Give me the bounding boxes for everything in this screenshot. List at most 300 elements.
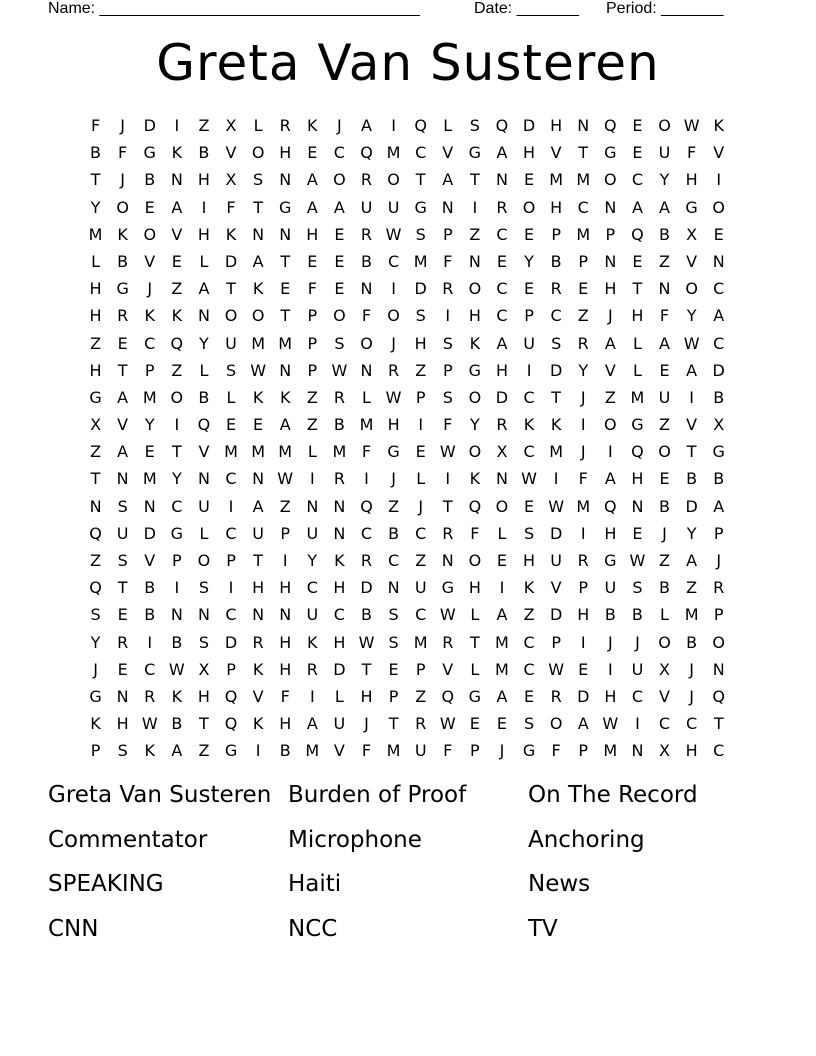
grid-cell: E xyxy=(496,714,507,734)
grid-cell: O xyxy=(360,333,373,353)
grid-cell: M xyxy=(549,170,564,190)
grid-cell: V xyxy=(659,686,670,706)
grid-cell: O xyxy=(468,279,482,299)
grid-cell: Y xyxy=(578,360,589,380)
grid-cell: Z xyxy=(415,686,427,706)
grid-cell: R xyxy=(252,632,264,652)
grid-cell: C xyxy=(415,605,427,625)
grid-cell: B xyxy=(631,605,643,625)
grid-cell: N xyxy=(495,170,508,190)
grid-cell: H xyxy=(89,279,102,299)
grid-cell: K xyxy=(117,224,128,244)
grid-cell: B xyxy=(360,605,372,625)
grid-cell: E xyxy=(523,224,535,244)
word-list-item: Burden of Proof xyxy=(288,782,467,808)
grid-cell: K xyxy=(171,686,183,706)
grid-cell: B xyxy=(388,523,400,543)
grid-cell: T xyxy=(90,469,101,489)
grid-cell: P xyxy=(713,605,724,625)
grid-cell: A xyxy=(604,469,616,489)
grid-cell: P xyxy=(605,224,616,244)
grid-cell: C xyxy=(225,469,237,489)
grid-cell: N xyxy=(468,251,481,271)
grid-cell: I xyxy=(526,360,532,380)
grid-cell: A xyxy=(496,143,508,163)
grid-cell: F xyxy=(361,741,372,761)
grid-cell: A xyxy=(496,333,508,353)
grid-cell: B xyxy=(198,143,210,163)
grid-cell: P xyxy=(524,306,534,326)
grid-row xyxy=(82,601,734,628)
grid-cell: G xyxy=(224,741,238,761)
grid-cell: Y xyxy=(199,333,209,353)
grid-cell: N xyxy=(252,224,265,244)
grid-cell: S xyxy=(523,523,535,543)
grid-cell: W xyxy=(548,496,565,516)
grid-cell: W xyxy=(683,333,700,353)
grid-cell: X xyxy=(198,659,210,679)
grid-row xyxy=(82,629,734,656)
grid-cell: H xyxy=(333,632,346,652)
grid-cell: R xyxy=(117,632,129,652)
grid-cell: E xyxy=(632,523,643,543)
grid-cell: P xyxy=(90,741,101,761)
grid-cell: D xyxy=(360,578,373,598)
grid-cell: T xyxy=(686,442,697,462)
name-field: Name: ____________________________________ xyxy=(48,0,420,17)
grid-cell: M xyxy=(603,741,618,761)
grid-cell: V xyxy=(442,143,454,163)
grid-cell: H xyxy=(495,360,508,380)
grid-cell: E xyxy=(307,251,318,271)
grid-cell: I xyxy=(580,415,586,435)
grid-cell: S xyxy=(198,632,209,652)
grid-cell: G xyxy=(468,143,482,163)
grid-cell: P xyxy=(470,741,480,761)
grid-cell: Z xyxy=(279,496,291,516)
grid-cell: O xyxy=(116,197,129,217)
grid-cell: S xyxy=(117,741,128,761)
grid-cell: S xyxy=(415,306,426,326)
grid-cell: V xyxy=(333,741,345,761)
grid-cell: I xyxy=(445,469,451,489)
grid-cell: O xyxy=(251,143,265,163)
grid-cell: K xyxy=(334,551,345,570)
grid-cell: L xyxy=(199,360,209,380)
grid-cell: O xyxy=(251,306,265,326)
grid-cell: S xyxy=(415,224,426,244)
grid-cell: J xyxy=(580,442,586,462)
grid-cell: Z xyxy=(171,279,183,299)
grid-cell: N xyxy=(306,496,319,516)
grid-cell: S xyxy=(90,605,101,625)
grid-cell: N xyxy=(604,251,617,271)
grid-cell: N xyxy=(116,686,129,706)
grid-cell: B xyxy=(333,415,345,435)
grid-cell: L xyxy=(497,523,507,543)
grid-cell: N xyxy=(441,197,454,217)
grid-cell: P xyxy=(442,224,453,244)
grid-cell: I xyxy=(580,632,586,652)
grid-cell: Y xyxy=(307,551,318,570)
grid-cell: Z xyxy=(659,551,670,570)
grid-cell: K xyxy=(252,659,264,679)
grid-cell: T xyxy=(442,496,453,516)
grid-cell: A xyxy=(659,197,670,217)
grid-cell: Z xyxy=(469,224,481,244)
grid-cell: I xyxy=(228,496,234,516)
grid-cell: P xyxy=(713,523,724,543)
word-list-item: Microphone xyxy=(288,826,422,853)
grid-cell: E xyxy=(659,360,670,380)
grid-cell: W xyxy=(385,387,402,407)
grid-cell: C xyxy=(333,143,345,163)
grid-cell: H xyxy=(631,306,644,326)
grid-cell: M xyxy=(332,442,347,462)
grid-cell: P xyxy=(415,387,426,407)
grid-cell: V xyxy=(604,360,616,380)
grid-cell: M xyxy=(251,333,266,353)
grid-cell: N xyxy=(116,469,129,489)
grid-cell: G xyxy=(522,741,536,761)
grid-cell: Z xyxy=(90,333,102,353)
grid-cell: E xyxy=(632,251,643,271)
grid-cell: F xyxy=(90,116,101,135)
grid-cell: G xyxy=(468,360,482,380)
grid-cell: H xyxy=(604,279,617,299)
grid-cell: F xyxy=(118,143,128,163)
grid-cell: Q xyxy=(441,686,455,706)
grid-cell: L xyxy=(443,116,453,135)
grid-cell: J xyxy=(337,116,342,135)
grid-cell: O xyxy=(604,170,617,190)
grid-cell: A xyxy=(252,496,264,516)
grid-cell: C xyxy=(523,387,535,407)
grid-row xyxy=(82,656,734,683)
grid-cell: N xyxy=(604,197,617,217)
grid-cell: K xyxy=(523,578,535,598)
grid-cell: U xyxy=(414,741,427,761)
grid-cell: L xyxy=(253,116,263,135)
grid-cell: T xyxy=(226,279,236,299)
grid-cell: X xyxy=(225,116,237,135)
grid-cell: S xyxy=(198,578,209,598)
page-title: Greta Van Susteren xyxy=(156,34,660,92)
grid-cell: H xyxy=(577,605,590,625)
grid-cell: E xyxy=(632,143,643,163)
grid-cell: N xyxy=(197,306,210,326)
grid-cell: H xyxy=(197,686,210,706)
grid-cell: N xyxy=(279,170,292,190)
grid-cell: U xyxy=(333,714,346,734)
grid-cell: P xyxy=(551,224,561,244)
grid-cell: Z xyxy=(306,387,318,407)
grid-cell: Z xyxy=(306,415,318,435)
grid-row xyxy=(82,112,734,139)
grid-cell: M xyxy=(142,387,157,407)
grid-cell: A xyxy=(577,714,589,734)
grid-cell: H xyxy=(468,306,481,326)
grid-cell: D xyxy=(224,251,238,271)
grid-cell: C xyxy=(577,197,589,217)
word-list-item: Haiti xyxy=(288,871,342,897)
grid-cell: V xyxy=(144,551,156,570)
grid-cell: N xyxy=(712,251,725,271)
grid-cell: B xyxy=(144,170,156,190)
grid-cell: O xyxy=(387,306,400,326)
grid-cell: Y xyxy=(90,197,101,217)
grid-cell: I xyxy=(201,197,207,217)
grid-cell: L xyxy=(660,605,669,625)
grid-cell: H xyxy=(631,469,644,489)
grid-cell: H xyxy=(279,659,292,679)
grid-cell: E xyxy=(496,551,507,570)
grid-cell: N xyxy=(89,496,102,516)
grid-cell: N xyxy=(360,279,373,299)
grid-cell: G xyxy=(441,578,454,598)
grid-cell: Q xyxy=(468,496,482,516)
grid-row xyxy=(82,683,734,710)
grid-cell: E xyxy=(307,143,318,163)
grid-cell: X xyxy=(225,170,237,190)
grid-cell: I xyxy=(689,387,694,407)
grid-cell: S xyxy=(117,496,128,516)
grid-cell: A xyxy=(361,116,372,135)
grid-cell: H xyxy=(89,360,102,380)
grid-row xyxy=(82,438,734,465)
grid-cell: M xyxy=(224,442,238,462)
grid-cell: M xyxy=(549,442,564,462)
grid-cell: W xyxy=(439,442,456,462)
grid-cell: B xyxy=(360,251,372,271)
grid-cell: P xyxy=(578,741,589,761)
grid-cell: F xyxy=(443,415,453,435)
grid-cell: X xyxy=(686,224,698,244)
grid-cell: I xyxy=(147,632,153,652)
grid-cell: N xyxy=(658,279,671,299)
grid-cell: I xyxy=(391,279,396,299)
grid-cell: I xyxy=(445,306,451,326)
grid-cell: A xyxy=(306,170,318,190)
grid-cell: V xyxy=(171,224,183,244)
grid-cell: P xyxy=(388,686,399,706)
grid-cell: I xyxy=(174,116,180,135)
grid-cell: J xyxy=(689,686,694,706)
grid-cell: H xyxy=(333,578,346,598)
grid-cell: N xyxy=(170,170,183,190)
grid-cell: M xyxy=(278,442,293,462)
grid-cell: E xyxy=(171,251,182,271)
grid-cell: H xyxy=(306,224,319,244)
grid-cell: B xyxy=(659,578,670,598)
grid-cell: Y xyxy=(469,415,480,435)
word-list-item: SPEAKING xyxy=(48,871,164,897)
grid-cell: B xyxy=(144,605,156,625)
grid-cell: J xyxy=(364,714,369,734)
grid-cell: I xyxy=(174,578,180,598)
grid-cell: B xyxy=(550,251,562,271)
grid-cell: A xyxy=(171,741,183,761)
grid-cell: E xyxy=(117,659,128,679)
grid-cell: C xyxy=(550,306,562,326)
grid-cell: C xyxy=(225,605,237,625)
word-list-item: Anchoring xyxy=(528,826,645,853)
grid-cell: A xyxy=(198,279,210,299)
grid-cell: T xyxy=(171,442,182,462)
grid-cell: T xyxy=(90,170,101,190)
grid-cell: L xyxy=(416,469,426,489)
grid-cell: R xyxy=(144,686,156,706)
grid-cell: T xyxy=(469,632,480,652)
grid-cell: W xyxy=(548,659,565,679)
grid-cell: O xyxy=(468,387,482,407)
grid-cell: C xyxy=(333,605,345,625)
grid-cell: M xyxy=(305,741,320,761)
grid-cell: R xyxy=(577,551,589,570)
grid-cell: R xyxy=(360,170,373,190)
grid-cell: F xyxy=(551,741,561,761)
grid-cell: W xyxy=(439,605,456,625)
grid-cell: H xyxy=(685,741,698,761)
grid-cell: N xyxy=(577,116,590,135)
grid-cell: I xyxy=(716,170,722,190)
grid-cell: P xyxy=(442,360,453,380)
grid-cell: R xyxy=(442,523,454,543)
grid-cell: G xyxy=(604,551,617,570)
grid-cell: T xyxy=(117,360,128,380)
grid-cell: C xyxy=(496,224,508,244)
grid-cell: C xyxy=(523,442,535,462)
grid-cell: G xyxy=(89,387,102,407)
grid-cell: L xyxy=(334,686,344,706)
grid-cell: F xyxy=(659,306,670,326)
grid-cell: D xyxy=(495,387,509,407)
grid-cell: N xyxy=(360,360,373,380)
grid-cell: E xyxy=(225,415,237,435)
grid-cell: W xyxy=(602,714,619,734)
grid-cell: M xyxy=(278,333,293,353)
grid-cell: T xyxy=(469,170,480,190)
grid-cell: E xyxy=(523,686,535,706)
grid-cell: N xyxy=(170,605,183,625)
grid-cell: J xyxy=(716,551,722,570)
grid-cell: B xyxy=(604,605,616,625)
grid-cell: K xyxy=(307,632,318,652)
grid-cell: P xyxy=(144,360,155,380)
grid-cell: D xyxy=(143,523,156,543)
grid-cell: P xyxy=(551,632,561,652)
grid-cell: M xyxy=(495,659,509,679)
grid-cell: S xyxy=(334,333,345,353)
grid-cell: E xyxy=(578,659,589,679)
grid-cell: C xyxy=(658,714,671,734)
grid-cell: Q xyxy=(712,686,725,706)
grid-cell: X xyxy=(496,442,508,462)
grid-cell: N xyxy=(279,224,292,244)
grid-cell: O xyxy=(224,306,238,326)
grid-cell: C xyxy=(225,523,237,543)
grid-cell: A xyxy=(252,251,264,271)
grid-cell: W xyxy=(521,469,537,489)
grid-cell: C xyxy=(496,279,508,299)
grid-cell: V xyxy=(117,415,129,435)
grid-cell: R xyxy=(306,659,318,679)
grid-cell: C xyxy=(306,578,318,598)
grid-cell: B xyxy=(117,251,129,271)
grid-cell: A xyxy=(686,551,698,570)
grid-cell: Z xyxy=(415,551,427,570)
grid-cell: V xyxy=(550,143,562,163)
grid-cell: G xyxy=(116,279,129,299)
grid-cell: D xyxy=(549,523,563,543)
grid-cell: Y xyxy=(524,251,534,271)
grid-row xyxy=(82,547,734,574)
grid-cell: I xyxy=(553,469,559,489)
grid-cell: T xyxy=(551,387,562,407)
grid-cell: F xyxy=(361,306,372,326)
grid-cell: U xyxy=(604,578,617,598)
grid-cell: D xyxy=(143,116,156,135)
grid-cell: K xyxy=(279,387,291,407)
grid-cell: D xyxy=(577,686,590,706)
grid-cell: P xyxy=(307,360,318,380)
grid-cell: R xyxy=(550,279,562,299)
grid-row xyxy=(82,221,734,248)
grid-cell: J xyxy=(635,632,640,652)
grid-row xyxy=(82,520,734,547)
grid-cell: Z xyxy=(659,415,670,435)
grid-cell: O xyxy=(143,224,157,244)
grid-cell: M xyxy=(576,496,591,516)
grid-cell: H xyxy=(523,551,536,570)
grid-cell: O xyxy=(549,714,563,734)
grid-cell: K xyxy=(252,387,264,407)
grid-cell: K xyxy=(713,116,724,135)
grid-cell: G xyxy=(89,686,102,706)
grid-cell: U xyxy=(414,578,427,598)
grid-cell: N xyxy=(279,605,292,625)
grid-cell: S xyxy=(388,605,399,625)
grid-cell: K xyxy=(469,469,481,489)
grid-cell: H xyxy=(279,578,292,598)
grid-cell: V xyxy=(225,143,237,163)
grid-cell: H xyxy=(387,415,400,435)
grid-cell: W xyxy=(683,116,700,135)
grid-cell: S xyxy=(117,551,128,570)
grid-cell: A xyxy=(306,197,318,217)
grid-cell: N xyxy=(712,659,725,679)
grid-cell: C xyxy=(387,251,400,271)
grid-cell: E xyxy=(334,279,345,299)
grid-cell: E xyxy=(632,116,643,135)
grid-cell: C xyxy=(360,523,373,543)
grid-cell: F xyxy=(443,251,453,271)
grid-cell: B xyxy=(659,224,670,244)
grid-cell: O xyxy=(170,387,184,407)
grid-cell: I xyxy=(607,659,613,679)
grid-cell: Y xyxy=(90,632,101,652)
grid-cell: K xyxy=(90,714,101,734)
grid-cell: I xyxy=(418,415,424,435)
grid-cell: Q xyxy=(360,496,373,516)
grid-cell: L xyxy=(470,659,480,679)
grid-cell: F xyxy=(443,741,453,761)
grid-cell: K xyxy=(144,741,155,761)
grid-cell: M xyxy=(413,251,428,271)
grid-cell: I xyxy=(309,469,315,489)
grid-cell: Z xyxy=(686,578,698,598)
grid-cell: G xyxy=(468,686,482,706)
